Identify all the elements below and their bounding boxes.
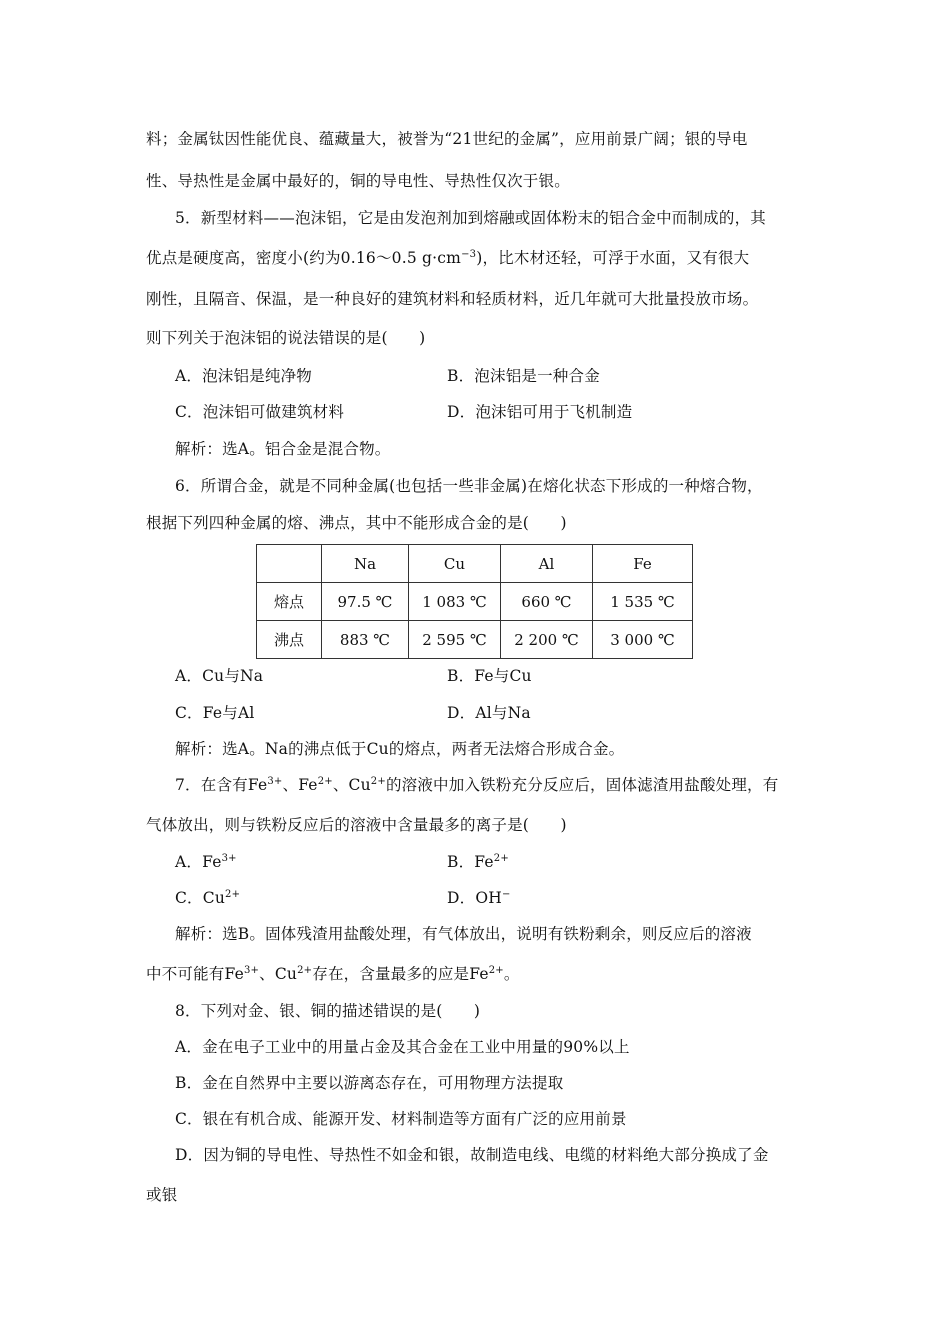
table-header-cell: Fe [593, 545, 693, 583]
table-cell: 97.5 ℃ [322, 583, 409, 621]
q5-option-a: A．泡沫铝是纯净物 [175, 367, 312, 385]
table-cell: 2 595 ℃ [409, 621, 501, 659]
q6-option-c: C．Fe与Al [175, 704, 255, 722]
table-header-cell: Na [322, 545, 409, 583]
table-cell: 883 ℃ [322, 621, 409, 659]
q7-option-b: B．$Fe^{2+}$ [447, 853, 509, 871]
table-row [257, 621, 693, 659]
q5-answer: 解析：选A。铝合金是混合物。 [175, 440, 391, 458]
q7-stem-line-1: 7．在含有$Fe^{3+}$、$Fe^{2+}$、$Cu^{2+}$的溶液中加入铁粉充分反应后，固体滤渣用盐酸处理，有 [175, 776, 779, 794]
q5-option-b: B．泡沫铝是一种合金 [447, 367, 600, 385]
q7-answer-line-1: 解析：选B。固体残渣用盐酸处理，有气体放出，说明有铁粉剩余，则反应后的溶液 [175, 925, 752, 943]
q7-option-c: C．$Cu^{2+}$ [175, 889, 241, 907]
q5-stem-line-2: 优点是硬度高，密度小(约为0.16～0.5 $g\cdot cm^{-3}$)，比木材还轻，可浮于水面，又有很大 [146, 249, 750, 267]
q8-option-d-line-2: 或银 [146, 1186, 178, 1204]
q5-stem-line-3: 刚性，且隔音、保温，是一种良好的建筑材料和轻质材料，近几年就可大批量投放市场。 [146, 290, 759, 308]
table-cell: 沸点 [257, 621, 322, 659]
intro-line-2: 性、导热性是金属中最好的，铜的导电性、导热性仅次于银。 [146, 172, 570, 190]
q6-stem-line-1: 6．所谓合金，就是不同种金属(也包括一些非金属)在熔化状态下形成的一种熔合物， [175, 477, 763, 495]
q7-stem-line-2: 气体放出，则与铁粉反应后的溶液中含量最多的离子是( ) [146, 816, 567, 834]
q7-option-a: A．$Fe^{3+}$ [175, 853, 237, 871]
q6-stem-line-2: 根据下列四种金属的熔、沸点，其中不能形成合金的是( ) [146, 514, 567, 532]
q5-option-c: C．泡沫铝可做建筑材料 [175, 403, 345, 421]
q8-option-c: C．银在有机合成、能源开发、材料制造等方面有广泛的应用前景 [175, 1110, 627, 1128]
q7-answer-line-2: 中不可能有$Fe^{3+}$、$Cu^{2+}$存在，含量最多的应是$Fe^{2+}$。 [146, 965, 520, 983]
table-cell: 660 ℃ [501, 583, 593, 621]
q5-stem-line-1: 5．新型材料——泡沫铝，它是由发泡剂加到熔融或固体粉末的铝合金中而制成的，其 [175, 209, 766, 227]
table-header-cell [257, 545, 322, 583]
table-cell: 2 200 ℃ [501, 621, 593, 659]
intro-line-1: 料；金属钛因性能优良、蕴藏量大，被誉为“21世纪的金属”，应用前景广阔；银的导电 [146, 130, 748, 148]
q6-option-d: D．Al与Na [447, 704, 531, 722]
table-cell: 3 000 ℃ [593, 621, 693, 659]
q8-option-d-line-1: D．因为铜的导电性、导热性不如金和银，故制造电线、电缆的材料绝大部分换成了金 [175, 1146, 769, 1164]
table-row [257, 583, 693, 621]
table-header-cell: Cu [409, 545, 501, 583]
q7-option-d: D．OH− [447, 889, 511, 907]
table-cell: 1 535 ℃ [593, 583, 693, 621]
table-cell: 熔点 [257, 583, 322, 621]
q8-option-a: A．金在电子工业中的用量占金及其合金在工业中用量的90%以上 [175, 1038, 630, 1056]
q6-option-b: B．Fe与Cu [447, 667, 532, 685]
q6-answer: 解析：选A。Na的沸点低于Cu的熔点，两者无法熔合形成合金。 [175, 740, 625, 758]
q8-stem: 8．下列对金、银、铜的描述错误的是( ) [175, 1002, 481, 1020]
q5-stem-line-4: 则下列关于泡沫铝的说法错误的是( ) [146, 329, 426, 347]
q8-option-b: B．金在自然界中主要以游离态存在，可用物理方法提取 [175, 1074, 564, 1092]
table-header-cell: Al [501, 545, 593, 583]
q6-option-a: A．Cu与Na [175, 667, 264, 685]
q5-option-d: D．泡沫铝可用于飞机制造 [447, 403, 633, 421]
melting-boiling-table [256, 544, 693, 659]
table-cell: 1 083 ℃ [409, 583, 501, 621]
table-header-row [257, 545, 693, 583]
